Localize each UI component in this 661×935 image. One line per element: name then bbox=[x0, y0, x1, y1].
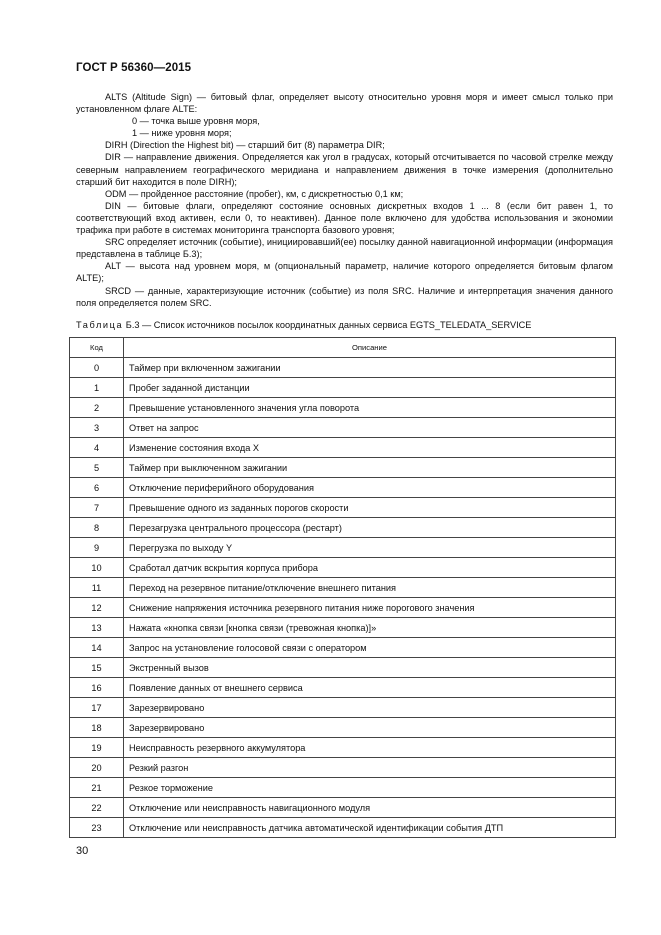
table-row bbox=[70, 718, 616, 738]
row-description: Отключение или неисправность навигационного модуля bbox=[124, 798, 616, 818]
body-text bbox=[76, 91, 613, 309]
row-description: Появление данных от внешнего сервиса bbox=[124, 678, 616, 698]
table-row bbox=[70, 618, 616, 638]
row-code: 4 bbox=[70, 438, 124, 458]
row-code: 19 bbox=[70, 738, 124, 758]
row-code: 8 bbox=[70, 518, 124, 538]
row-description: Таймер при включенном зажигании bbox=[124, 358, 616, 378]
table-row bbox=[70, 498, 616, 518]
table-row bbox=[70, 758, 616, 778]
row-description: Зарезервировано bbox=[124, 718, 616, 738]
row-code: 3 bbox=[70, 418, 124, 438]
row-code: 20 bbox=[70, 758, 124, 778]
row-code: 2 bbox=[70, 398, 124, 418]
row-description: Перегрузка по выходу Y bbox=[124, 538, 616, 558]
row-description: Нажата «кнопка связи [кнопка связи (тревожная кнопка)]» bbox=[124, 618, 616, 638]
table-row bbox=[70, 798, 616, 818]
table-row bbox=[70, 458, 616, 478]
table-row bbox=[70, 538, 616, 558]
row-code: 11 bbox=[70, 578, 124, 598]
table-row bbox=[70, 658, 616, 678]
row-code: 18 bbox=[70, 718, 124, 738]
document-header: ГОСТ Р 56360—2015 bbox=[76, 62, 192, 74]
paragraph-alts: ALTS (Altitude Sign) — битовый флаг, определяет высоту относительно уровня моря и имеет смысл только при установленном флаге ALTE: bbox=[76, 92, 613, 115]
row-code: 10 bbox=[70, 558, 124, 578]
table-caption-prefix: Таблица bbox=[76, 320, 124, 330]
row-code: 9 bbox=[70, 538, 124, 558]
row-code: 21 bbox=[70, 778, 124, 798]
paragraph-alts-0: 0 — точка выше уровня моря, bbox=[132, 116, 260, 127]
row-description: Неисправность резервного аккумулятора bbox=[124, 738, 616, 758]
row-description: Резкий разгон bbox=[124, 758, 616, 778]
row-code: 5 bbox=[70, 458, 124, 478]
table-row bbox=[70, 398, 616, 418]
table-row bbox=[70, 778, 616, 798]
row-description: Переход на резервное питание/отключение внешнего питания bbox=[124, 578, 616, 598]
row-description: Перезагрузка центрального процессора (рестарт) bbox=[124, 518, 616, 538]
column-header-code: Код bbox=[70, 338, 124, 358]
table-body bbox=[70, 358, 616, 838]
row-code: 22 bbox=[70, 798, 124, 818]
table-row bbox=[70, 698, 616, 718]
table-row bbox=[70, 558, 616, 578]
table-row bbox=[70, 378, 616, 398]
source-codes-table bbox=[69, 337, 616, 838]
table-row bbox=[70, 598, 616, 618]
table-row bbox=[70, 418, 616, 438]
table-row bbox=[70, 358, 616, 378]
row-code: 15 bbox=[70, 658, 124, 678]
row-code: 13 bbox=[70, 618, 124, 638]
paragraph-alt: ALT — высота над уровнем моря, м (опциональный параметр, наличие которого определяется битовым флагом ALTE); bbox=[76, 261, 613, 284]
paragraph-din: DIN — битовые флаги, определяют состояние основных дискретных входов 1 ... 8 (если бит равен 1, то соответствующий вход активен, если 0, то неактивен). Данное поле включено для удобства использования и экономии трафика при работе в системах мониторинга транспорта базового уровня; bbox=[76, 200, 613, 236]
row-description: Отключение или неисправность датчика автоматической идентификации события ДТП bbox=[124, 818, 616, 838]
table-row bbox=[70, 738, 616, 758]
paragraph-src: SRC определяет источник (событие), инициировавший(ее) посылку данной навигационной информации (информация представлена в таблице Б.3); bbox=[76, 237, 613, 260]
row-code: 12 bbox=[70, 598, 124, 618]
row-code: 16 bbox=[70, 678, 124, 698]
paragraph-odm: ODM — пройденное расстояние (пробег), км, с дискретностью 0,1 км; bbox=[105, 188, 404, 199]
table-row bbox=[70, 438, 616, 458]
row-description: Превышение одного из заданных порогов скорости bbox=[124, 498, 616, 518]
table-row bbox=[70, 678, 616, 698]
table-header-row bbox=[70, 338, 616, 358]
table-caption bbox=[76, 320, 531, 330]
row-description: Превышение установленного значения угла поворота bbox=[124, 398, 616, 418]
column-header-description: Описание bbox=[124, 338, 616, 358]
table-row bbox=[70, 518, 616, 538]
table-row bbox=[70, 818, 616, 838]
row-code: 23 bbox=[70, 818, 124, 838]
row-code: 7 bbox=[70, 498, 124, 518]
row-code: 6 bbox=[70, 478, 124, 498]
row-description: Снижение напряжения источника резервного питания ниже порогового значения bbox=[124, 598, 616, 618]
table-caption-text: Б.3 — Список источников посылок координатных данных сервиса EGTS_TELEDATA_SERVICE bbox=[125, 320, 532, 330]
row-description: Таймер при выключенном зажигании bbox=[124, 458, 616, 478]
row-description: Ответ на запрос bbox=[124, 418, 616, 438]
row-description: Резкое торможение bbox=[124, 778, 616, 798]
row-description: Запрос на установление голосовой связи с оператором bbox=[124, 638, 616, 658]
row-description: Сработал датчик вскрытия корпуса прибора bbox=[124, 558, 616, 578]
paragraph-dirh: DIRH (Direction the Highest bit) — старший бит (8) параметра DIR; bbox=[105, 140, 385, 151]
page-number: 30 bbox=[76, 845, 89, 857]
row-description: Изменение состояния входа X bbox=[124, 438, 616, 458]
row-description: Экстренный вызов bbox=[124, 658, 616, 678]
paragraph-srcd: SRCD — данные, характеризующие источник (событие) из поля SRC. Наличие и интерпретация значения данного поля определяется полем SRC. bbox=[76, 285, 613, 308]
row-code: 1 bbox=[70, 378, 124, 398]
table-row bbox=[70, 478, 616, 498]
table-row bbox=[70, 578, 616, 598]
row-code: 14 bbox=[70, 638, 124, 658]
table-row bbox=[70, 638, 616, 658]
row-description: Пробег заданной дистанции bbox=[124, 378, 616, 398]
row-code: 0 bbox=[70, 358, 124, 378]
row-code: 17 bbox=[70, 698, 124, 718]
paragraph-alts-1: 1 — ниже уровня моря; bbox=[132, 128, 232, 139]
row-description: Зарезервировано bbox=[124, 698, 616, 718]
row-description: Отключение периферийного оборудования bbox=[124, 478, 616, 498]
paragraph-dir: DIR — направление движения. Определяется как угол в градусах, который отсчитывается по часовой стрелке между северным направлением географического меридиана и направлением движения в точке измерения (дополнительно старший бит находится в поле DIRH); bbox=[76, 152, 613, 187]
